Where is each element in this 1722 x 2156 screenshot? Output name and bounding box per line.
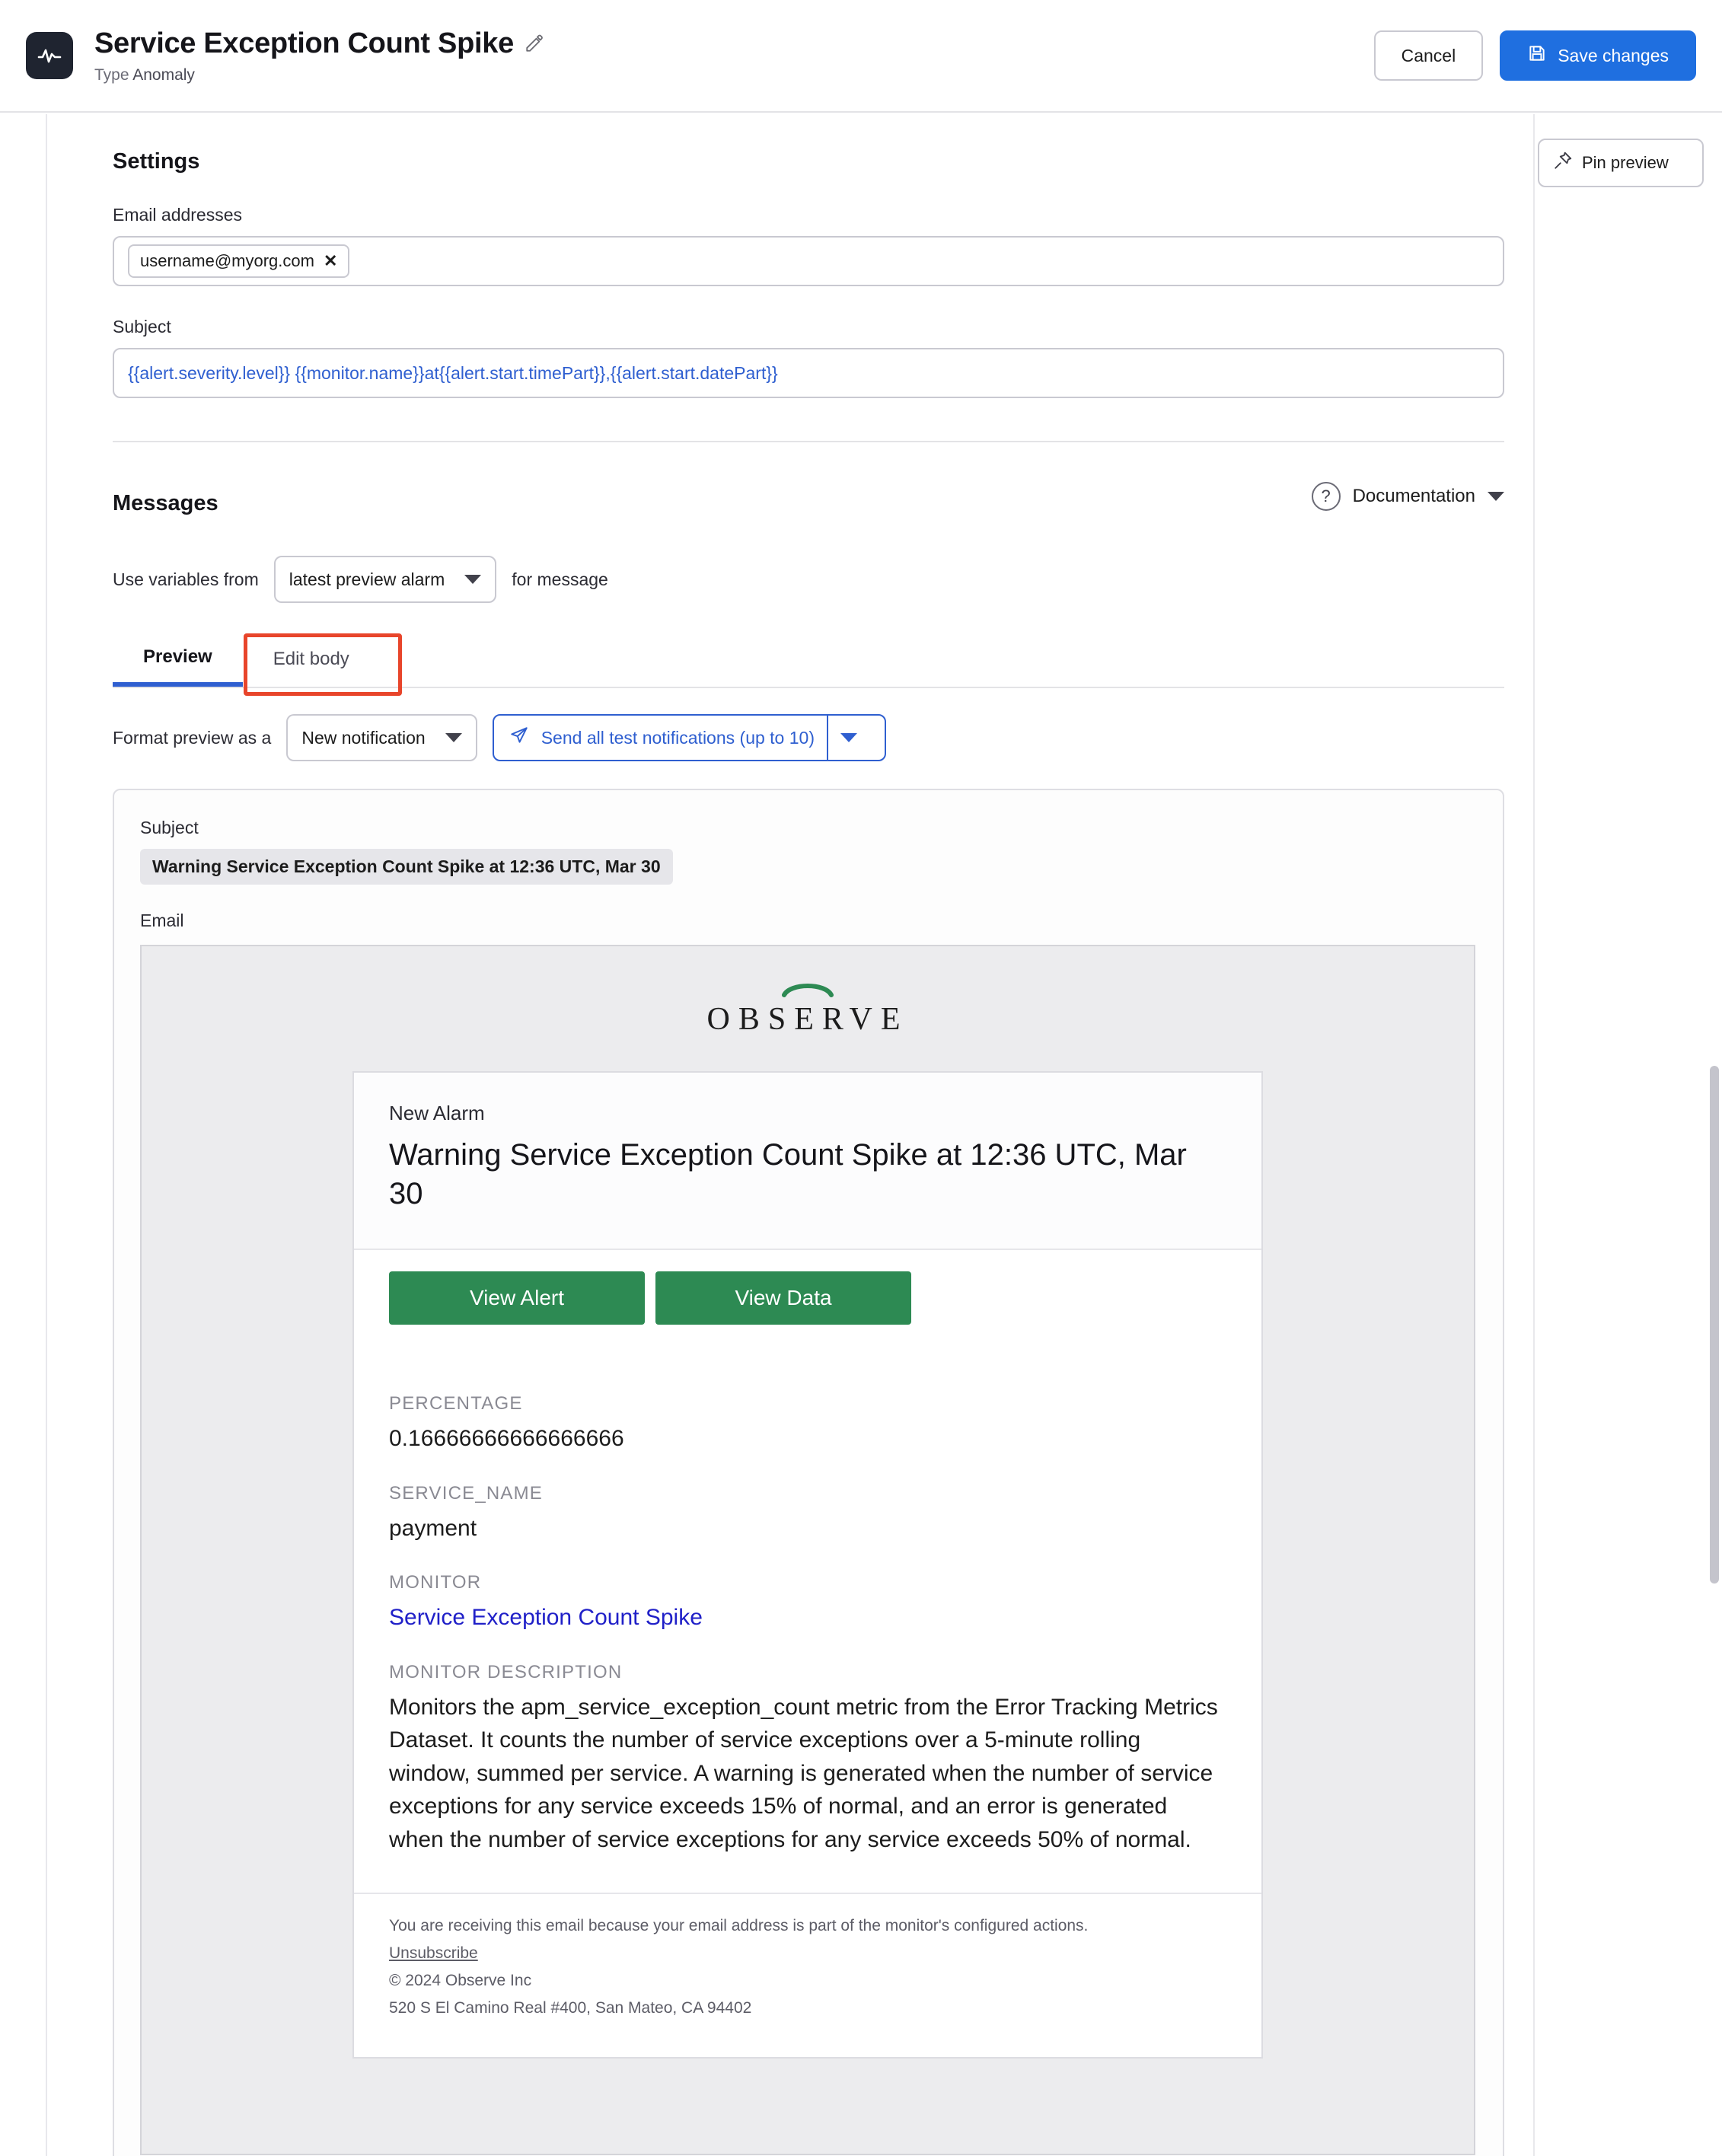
email-field-service-name <box>389 1483 1226 1545</box>
email-footer <box>354 1893 1261 2057</box>
page-title: Service Exception Count Spike <box>94 27 514 59</box>
save-changes-button[interactable] <box>1500 30 1696 81</box>
view-alert-button[interactable]: View Alert <box>389 1271 645 1325</box>
subject-token-1: at <box>424 362 439 383</box>
pin-preview-button[interactable] <box>1538 139 1704 187</box>
question-circle-icon: ? <box>1312 482 1341 511</box>
chevron-down-icon <box>445 733 462 742</box>
chevron-down-icon[interactable] <box>1488 492 1504 501</box>
paper-plane-icon <box>509 726 529 750</box>
subject-token-0: {{alert.severity.level}} {{monitor.name}} <box>128 362 425 383</box>
field-key: MONITOR <box>389 1572 482 1593</box>
variables-prefix: Use variables from <box>113 569 259 589</box>
email-kicker: New Alarm <box>389 1102 485 1124</box>
email-field-monitor <box>389 1572 1226 1635</box>
top-bar <box>0 0 1722 113</box>
save-changes-label: Save changes <box>1558 45 1669 65</box>
preview-subject-label: Subject <box>140 818 199 837</box>
subject-token-4: {{alert.start.datePart}} <box>610 362 778 383</box>
email-addresses-input[interactable] <box>113 236 1504 286</box>
email-chip-label: username@myorg.com <box>140 251 314 270</box>
documentation-label: Documentation <box>1352 485 1475 506</box>
settings-panel <box>47 114 1535 2156</box>
title-block <box>94 27 1374 85</box>
save-disk-icon <box>1527 43 1547 68</box>
close-icon[interactable]: ✕ <box>323 251 338 270</box>
footer-line-1: You are receiving this email because your email address is part of the monitor's configured actions. <box>389 1917 1089 1935</box>
format-select[interactable] <box>286 714 477 761</box>
subject-label: Subject <box>113 317 171 336</box>
left-rail <box>0 114 47 2156</box>
type-value: Anomaly <box>132 65 195 84</box>
preview-email-label: Email <box>140 911 184 930</box>
send-options-dropdown[interactable] <box>827 714 869 761</box>
email-chip[interactable] <box>128 244 349 278</box>
observe-arc-icon <box>780 980 836 998</box>
preview-tabs <box>113 632 1504 688</box>
email-action-buttons <box>389 1271 1261 1325</box>
format-value: New notification <box>301 727 426 748</box>
unsubscribe-link[interactable]: Unsubscribe <box>389 1944 478 1963</box>
email-addresses-label: Email addresses <box>113 205 243 225</box>
format-row <box>113 714 1472 761</box>
cancel-button[interactable]: Cancel <box>1374 30 1484 81</box>
observe-brand <box>142 980 1474 1038</box>
documentation-link[interactable] <box>1312 482 1504 511</box>
variables-source-select[interactable] <box>274 556 497 603</box>
variables-row <box>113 556 1472 603</box>
email-card-header <box>354 1073 1261 1250</box>
chevron-down-icon <box>840 733 857 742</box>
preview-card <box>113 789 1504 2156</box>
brand-wordmark: OBSERVE <box>706 1002 909 1037</box>
subject-token-3: , <box>605 362 611 383</box>
email-fields <box>354 1360 1261 1893</box>
field-value: payment <box>389 1515 477 1541</box>
footer-copyright: © 2024 Observe Inc <box>389 1972 532 1990</box>
email-preview-frame <box>140 945 1475 2155</box>
vertical-scrollbar[interactable] <box>1710 1066 1719 1584</box>
field-key: MONITOR DESCRIPTION <box>389 1661 623 1682</box>
content-area <box>0 114 1722 2156</box>
format-prefix: Format preview as a <box>113 727 272 748</box>
tab-edit-body[interactable]: Edit body <box>273 649 349 669</box>
view-data-button[interactable]: View Data <box>655 1271 911 1325</box>
pencil-icon[interactable] <box>525 33 544 53</box>
messages-heading: Messages <box>113 491 218 515</box>
pin-icon <box>1553 151 1573 175</box>
monitor-link[interactable]: Service Exception Count Spike <box>389 1605 703 1631</box>
section-divider <box>113 441 1504 442</box>
observe-logo-icon[interactable] <box>26 32 73 79</box>
email-field-monitor-description <box>389 1662 1226 1857</box>
field-value: 0.16666666666666666 <box>389 1426 624 1452</box>
field-value: Monitors the apm_service_exception_count metric from the Error Tracking Metrics Dataset. It counts the number of service exceptions over a 5-minute rolling window, summed per service. A warning is generated when the number of service exceptions for any service exceeds 15% of normal, and an error is generated when the number of service exceptions for any service exceeds 50% of normal. <box>389 1694 1218 1852</box>
top-actions <box>1374 30 1696 81</box>
variables-suffix: for message <box>512 569 608 589</box>
subject-token-2: {{alert.start.timePart}} <box>438 362 606 383</box>
email-body-card <box>352 1071 1263 2059</box>
field-key: SERVICE_NAME <box>389 1482 544 1504</box>
messages-header <box>113 476 1504 516</box>
email-field-percentage <box>389 1393 1226 1456</box>
send-test-notifications-label: Send all test notifications (up to 10) <box>541 727 815 748</box>
send-test-notifications-button[interactable] <box>493 714 886 761</box>
type-label: Type <box>94 65 129 84</box>
right-pane <box>1536 114 1722 2156</box>
preview-subject-value: Warning Service Exception Count Spike at 12:36 UTC, Mar 30 <box>140 849 673 885</box>
tab-preview[interactable]: Preview <box>113 632 243 687</box>
footer-address: 520 S El Camino Real #400, San Mateo, CA 94402 <box>389 1999 752 2017</box>
subject-input[interactable] <box>113 348 1504 398</box>
monitor-type <box>94 66 1374 85</box>
chevron-down-icon <box>464 575 481 584</box>
email-title: Warning Service Exception Count Spike at 12:36 UTC, Mar 30 <box>389 1138 1187 1211</box>
variables-source-value: latest preview alarm <box>289 569 445 589</box>
pin-preview-label: Pin preview <box>1582 153 1669 172</box>
settings-heading: Settings <box>113 149 200 174</box>
field-key: PERCENTAGE <box>389 1393 523 1414</box>
